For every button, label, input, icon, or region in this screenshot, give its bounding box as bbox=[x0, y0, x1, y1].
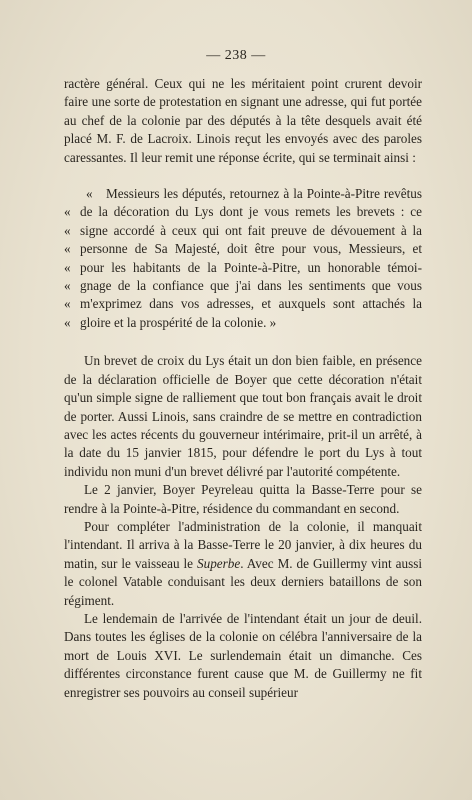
quote-line-text: m'exprimez dans vos adresses, et auxquels sont attachés la bbox=[80, 296, 422, 312]
quote-line bbox=[64, 185, 422, 203]
quote-mark: « bbox=[64, 278, 71, 294]
quote-mark: « bbox=[64, 222, 71, 238]
quoted-reply bbox=[64, 185, 422, 332]
page-body bbox=[64, 75, 422, 702]
quote-mark: « bbox=[64, 259, 71, 275]
quote-line-text: gloire et la prospérité de la colonie. » bbox=[80, 314, 277, 330]
quote-line-text: signe accordé à ceux qui ont fait preuve de dévouement à la bbox=[80, 222, 422, 238]
paragraph-mourning-day: Le lendemain de l'arrivée de l'intendant était un jour de deuil. Dans toutes les églises de la colonie on célébra l'anniversaire de la mort de Louis XVI. Le surlendemain était un dimanche. Ces différentes circonstance furent cause que M. de Guillermy ne fit enregistrer ses pouvoirs au conseil supérieur bbox=[64, 610, 422, 700]
quote-mark: « bbox=[64, 314, 71, 330]
quote-mark: « bbox=[86, 186, 93, 202]
quote-mark: « bbox=[64, 204, 71, 220]
quote-mark: « bbox=[64, 241, 71, 257]
quote-line bbox=[64, 314, 422, 332]
intro-paragraph: ractère général. Ceux qui ne les méritaient point crurent devoir faire une sorte de protestation en signant une adresse, qui fut portée au chef de la colonie par des députés à la tête desquels avait été placé M. F. de Lacroix. Linois reçut les envoyés avec des paroles caressantes. Il leur remit une réponse écrite, qui se terminait ainsi : bbox=[64, 76, 422, 165]
quote-line bbox=[64, 295, 422, 313]
quote-line-text: Messieurs les députés, retournez à la Pointe-à-Pitre revêtus bbox=[106, 186, 422, 202]
quote-line bbox=[64, 222, 422, 240]
ship-name: Superbe bbox=[197, 555, 241, 571]
paragraph-intendant-arrival bbox=[64, 518, 422, 610]
quote-line-text: pour les habitants de la Pointe-à-Pitre, un honorable témoi- bbox=[80, 259, 422, 275]
page-number: — 238 — bbox=[206, 48, 266, 63]
paragraph-lys-brevet: Un brevet de croix du Lys était un don bien faible, en présence de la déclaration officielle de Boyer que cette décoration n'était qu'un simple signe de ralliement que tout bon français avait le droit de porter. Aussi Linois, sans craindre de se mettre en contradiction avec les actes récents du gouverneur intérimaire, prit-il un arrêté, à la date du 15 janvier 1815, pour défendre le port du Lys à tout individu non muni d'un brevet délivré par l'autorité compétente. bbox=[64, 353, 422, 479]
quote-line bbox=[64, 277, 422, 295]
quote-mark: « bbox=[64, 296, 71, 312]
quote-line bbox=[64, 240, 422, 258]
quote-line bbox=[64, 203, 422, 221]
quote-line-text: de la décoration du Lys dont je vous remets les brevets : ce bbox=[80, 204, 422, 220]
paragraph-boyer-departure: Le 2 janvier, Boyer Peyreleau quitta la Basse-Terre pour se rendre à la Pointe-à-Pitre, résidence du commandant en second. bbox=[64, 482, 422, 516]
quote-line-text: gnage de la confiance que j'ai dans les sentiments que vous bbox=[80, 278, 422, 294]
text-segment: Pour compléter l'administration de la colonie, il manquait l'intendant. Il arriva à la Basse-Terre le 20 janvier, à dix heures du matin, sur le vaisseau le bbox=[64, 518, 422, 571]
text-segment: . Avec M. de Guillermy vint aussi le colonel Vatable conduisant les deux derniers bataillons de son régiment. bbox=[64, 555, 423, 608]
quote-line bbox=[64, 259, 422, 277]
quote-line-text: personne de Sa Majesté, doit être pour vous, Messieurs, et bbox=[80, 241, 422, 257]
